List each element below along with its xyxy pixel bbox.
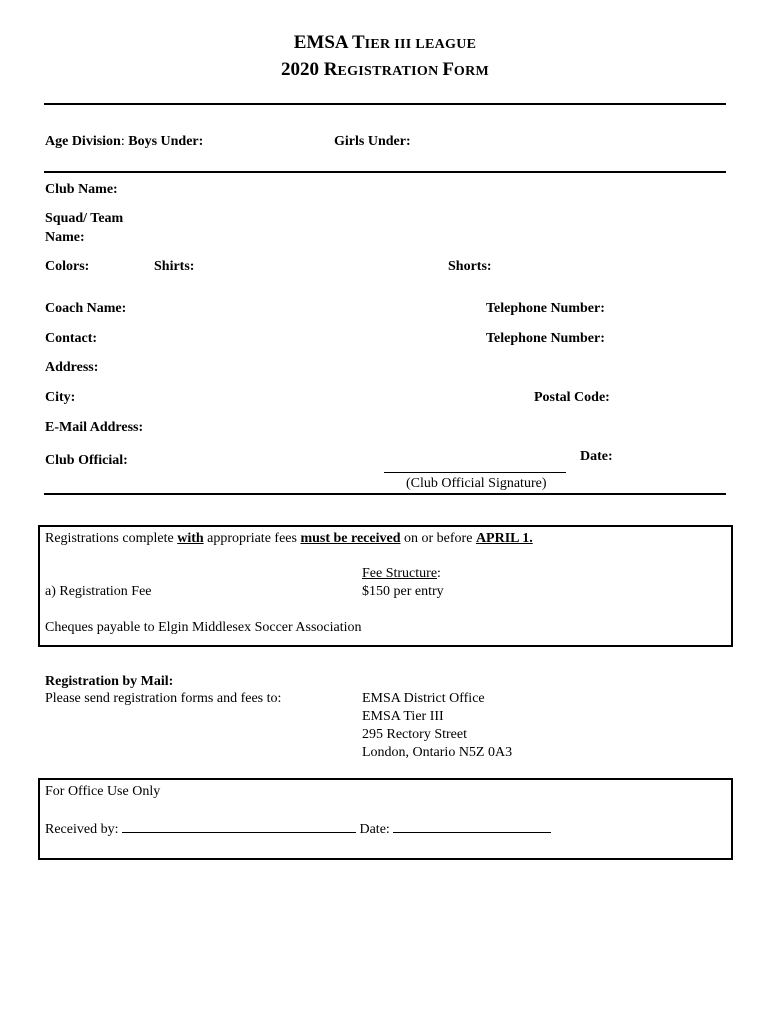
registration-deadline-text: Registrations complete with appropriate fees must be received on or before APRIL 1. — [45, 531, 533, 546]
mail-address-line-1: EMSA District Office — [362, 691, 485, 706]
club-name-label: Club Name: — [45, 182, 118, 197]
squad-team-label-line-2: Name: — [45, 230, 85, 245]
contact-telephone-label: Telephone Number: — [486, 331, 605, 346]
mail-instructions: Please send registration forms and fees to: — [45, 691, 282, 706]
age-division-label: Age Division: Boys Under: — [45, 134, 204, 149]
registration-fee-amount: $150 per entry — [362, 584, 444, 599]
date-label: Date: — [580, 449, 613, 464]
mail-address-line-4: London, Ontario N5Z 0A3 — [362, 745, 513, 760]
girls-under-label: Girls Under: — [334, 134, 411, 149]
signature-caption: (Club Official Signature) — [406, 476, 547, 491]
signature-line — [384, 472, 566, 473]
title-divider — [44, 103, 726, 105]
office-use-heading: For Office Use Only — [45, 784, 161, 799]
address-label: Address: — [45, 360, 99, 375]
city-label: City: — [45, 390, 76, 405]
age-divider — [44, 171, 726, 173]
registration-fee-label: a) Registration Fee — [45, 584, 152, 599]
received-by-blank — [122, 820, 356, 833]
form-title-line-1: EMSA TIER III LEAGUE — [293, 32, 477, 53]
fee-structure-heading: Fee Structure: — [362, 566, 441, 581]
cheques-payable-text: Cheques payable to Elgin Middlesex Soccer Association — [45, 620, 362, 635]
shirts-label: Shirts: — [154, 259, 195, 274]
registration-by-mail-heading: Registration by Mail: — [45, 674, 174, 689]
signature-divider — [44, 493, 726, 495]
squad-team-label-line-1: Squad/ Team — [45, 211, 124, 226]
contact-label: Contact: — [45, 331, 98, 346]
form-title-line-2: 2020 REGISTRATION FORM — [280, 59, 490, 80]
email-label: E-Mail Address: — [45, 420, 144, 435]
shorts-label: Shorts: — [448, 259, 492, 274]
office-date-blank — [393, 820, 551, 833]
mail-address-line-3: 295 Rectory Street — [362, 727, 467, 742]
mail-address-line-2: EMSA Tier III — [362, 709, 444, 724]
colors-label: Colors: — [45, 259, 90, 274]
office-received-line: Received by: Date: — [45, 820, 551, 838]
coach-telephone-label: Telephone Number: — [486, 301, 605, 316]
postal-code-label: Postal Code: — [534, 390, 610, 405]
coach-name-label: Coach Name: — [45, 301, 127, 316]
club-official-label: Club Official: — [45, 453, 128, 468]
